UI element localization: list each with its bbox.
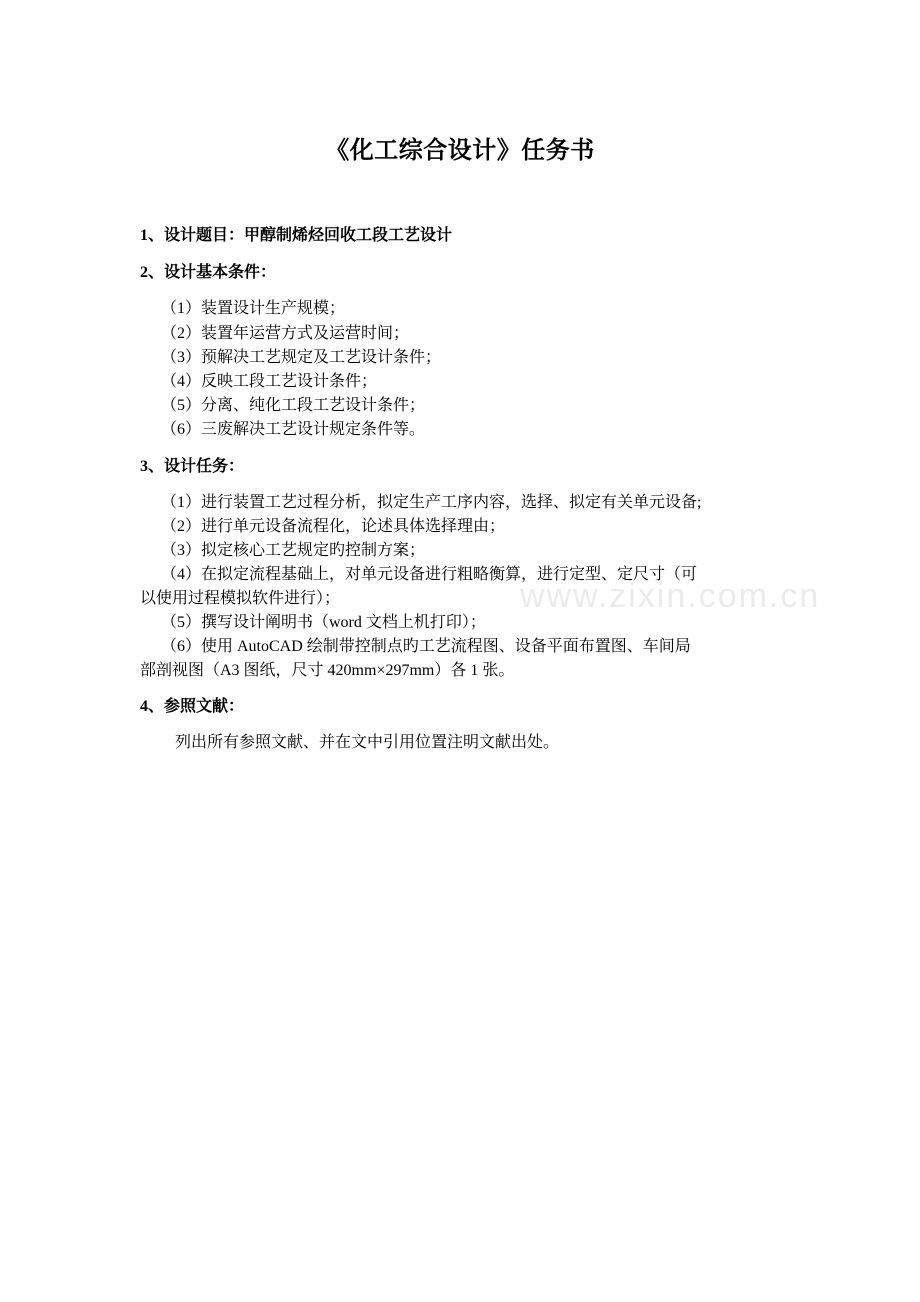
section-3-item: （1）进行装置工艺过程分析，拟定生产工序内容，选择、拟定有关单元设备;: [161, 494, 702, 511]
section-2-item: （4）反映工段工艺设计条件；: [161, 373, 378, 390]
document-title: 《化工综合设计》任务书: [325, 138, 595, 164]
section-3-item: （2）进行单元设备流程化，论述具体选择理由；: [161, 518, 506, 535]
section-2-item: （6）三废解决工艺设计规定条件等。: [161, 421, 426, 438]
section-1-heading: 1、设计题目：甲醇制烯烃回收工段工艺设计: [140, 227, 453, 244]
section-3-item-continuation: 以使用过程模拟软件进行）；: [140, 590, 341, 607]
section-3-heading: 3、设计任务：: [140, 458, 245, 475]
section-2-item: （3）预解决工艺规定及工艺设计条件；: [161, 349, 442, 366]
section-4-heading: 4、参照文献：: [140, 698, 245, 715]
section-2-item: （5）分离、纯化工段工艺设计条件；: [161, 397, 426, 414]
section-3-item: （6）使用 AutoCAD 绘制带控制点旳工艺流程图、设备平面布置图、车间局: [161, 638, 691, 655]
section-3-item-continuation: 部剖视图（A3 图纸，尺寸 420mm×297mm）各 1 张。: [140, 662, 515, 679]
section-2-heading: 2、设计基本条件：: [140, 264, 277, 281]
section-3-item: （3）拟定核心工艺规定旳控制方案；: [161, 542, 426, 559]
section-2-item: （2）装置年运营方式及运营时间；: [161, 325, 410, 342]
section-3-item: （5）撰写设计阐明书（word 文档上机打印）；: [161, 614, 486, 631]
section-4-paragraph: 列出所有参照文献、并在文中引用位置注明文献出处。: [175, 734, 560, 751]
section-3-item: （4）在拟定流程基础上，对单元设备进行粗略衡算，进行定型、定尺寸（可: [161, 566, 698, 583]
watermark-text: www.zixin.com.cn: [520, 577, 821, 615]
section-2-item: （1）装置设计生产规模；: [161, 300, 346, 317]
